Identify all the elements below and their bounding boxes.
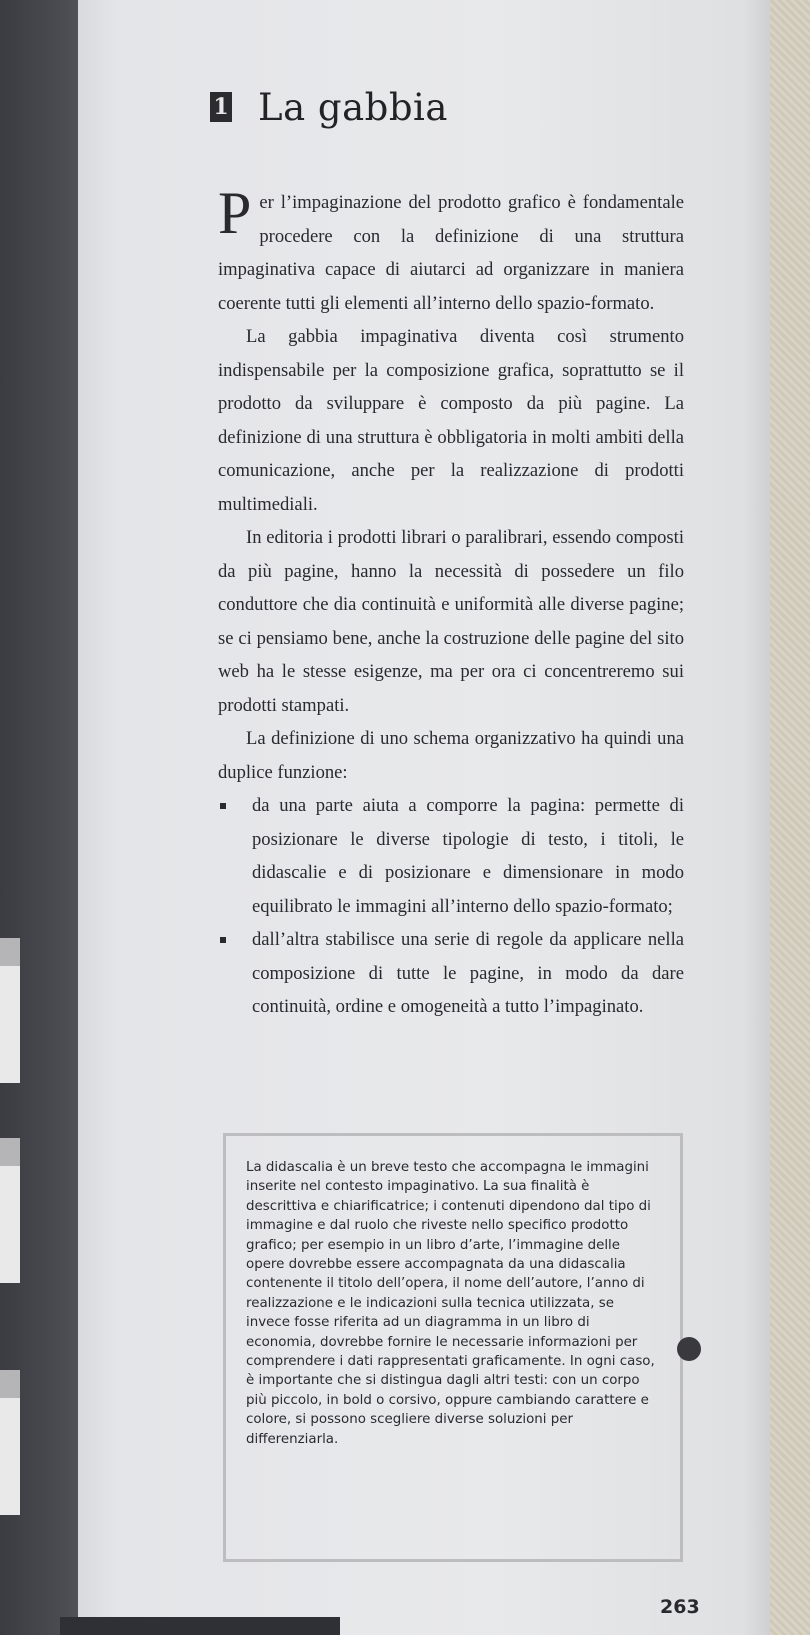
section-number: 1 [210, 92, 232, 122]
paragraph [218, 180, 684, 320]
bullet-list [218, 789, 684, 1024]
list-item-text: dall’altra stabilisce una serie di regole da applicare nella composizione di tutte le pagine, in modo da dare continuità, ordine e omogeneità a tutto l’impaginato. [252, 929, 684, 1017]
paragraph: La definizione di uno schema organizzativo ha quindi una duplice funzione: [218, 728, 684, 783]
drop-cap: P [218, 180, 252, 246]
bullet-icon [220, 803, 226, 809]
list-item-text: da una parte aiuta a comporre la pagina: permette di posizionare le diverse tipologie di testo, i titoli, le didascalie e di posizionare e dimensionare in modo equilibrato le immagini all’interno dello spazio-formato; [252, 795, 684, 917]
list-item [218, 789, 684, 923]
paragraph: La gabbia impaginativa diventa così strumento indispensabile per la composizione grafica, soprattutto se il prodotto da sviluppare è composto da più pagine. La definizione di una struttura è obbligatoria in molti ambiti della comunicazione, anche per la realizzazione di prodotti multimediali. [218, 326, 684, 515]
page-number: 263 [660, 1596, 700, 1618]
bullet-icon [220, 937, 226, 943]
index-tab [0, 938, 20, 1083]
caption-box [223, 1133, 683, 1562]
list-item [218, 923, 684, 1024]
index-tab [0, 1138, 20, 1283]
bottom-bar [60, 1617, 340, 1635]
caption-box-text: La didascalia è un breve testo che accompagna le immagini inserite nel contesto impaginativo. La sua finalità è descrittiva e chiarificatrice; i contenuti dipendono dal tipo di immagine e dal ruolo che riveste nello specifico prodotto grafico; per esempio in un libro d’arte, l’immagine delle opere dovrebbe essere accompagnata da una didascalia contenente il titolo dell’opera, il nome dell’autore, l’anno di realizzazione e le indicazioni sulla tecnica utilizzata, se invece fosse riferita ad un diagramma in un libro di economia, dovrebbe fornire le necessarie informazioni per comprendere i dati rappresentati graficamente. In ogni caso, è importante che si distingua dagli altri testi: con un corpo più piccolo, in bold o corsivo, oppure cambiando carattere e colore, si possono scegliere diverse soluzioni per differenziarla. [246, 1160, 655, 1447]
paragraph: In editoria i prodotti librari o paralibrari, essendo composti da più pagine, hanno la necessità di possedere un filo conduttore che dia continuità e uniformità alle diverse pagine; se ci pensiamo bene, anche la costruzione delle pagine del sito web ha le stesse esigenze, ma per ora ci concentreremo sui prodotti stampati. [218, 527, 684, 716]
paragraph-text: er l’impaginazione del prodotto grafico è fondamentale procedere con la definizione di una struttura impaginativa capace di aiutarci ad organizzare in maniera coerente tutti gli elementi all’interno dello spazio-formato. [218, 192, 684, 314]
section-title: La gabbia [258, 85, 448, 129]
background-surface [770, 0, 810, 1635]
body-text [218, 180, 684, 1024]
index-tab [0, 1370, 20, 1515]
binder-hole [677, 1337, 701, 1361]
section-heading [210, 82, 448, 132]
